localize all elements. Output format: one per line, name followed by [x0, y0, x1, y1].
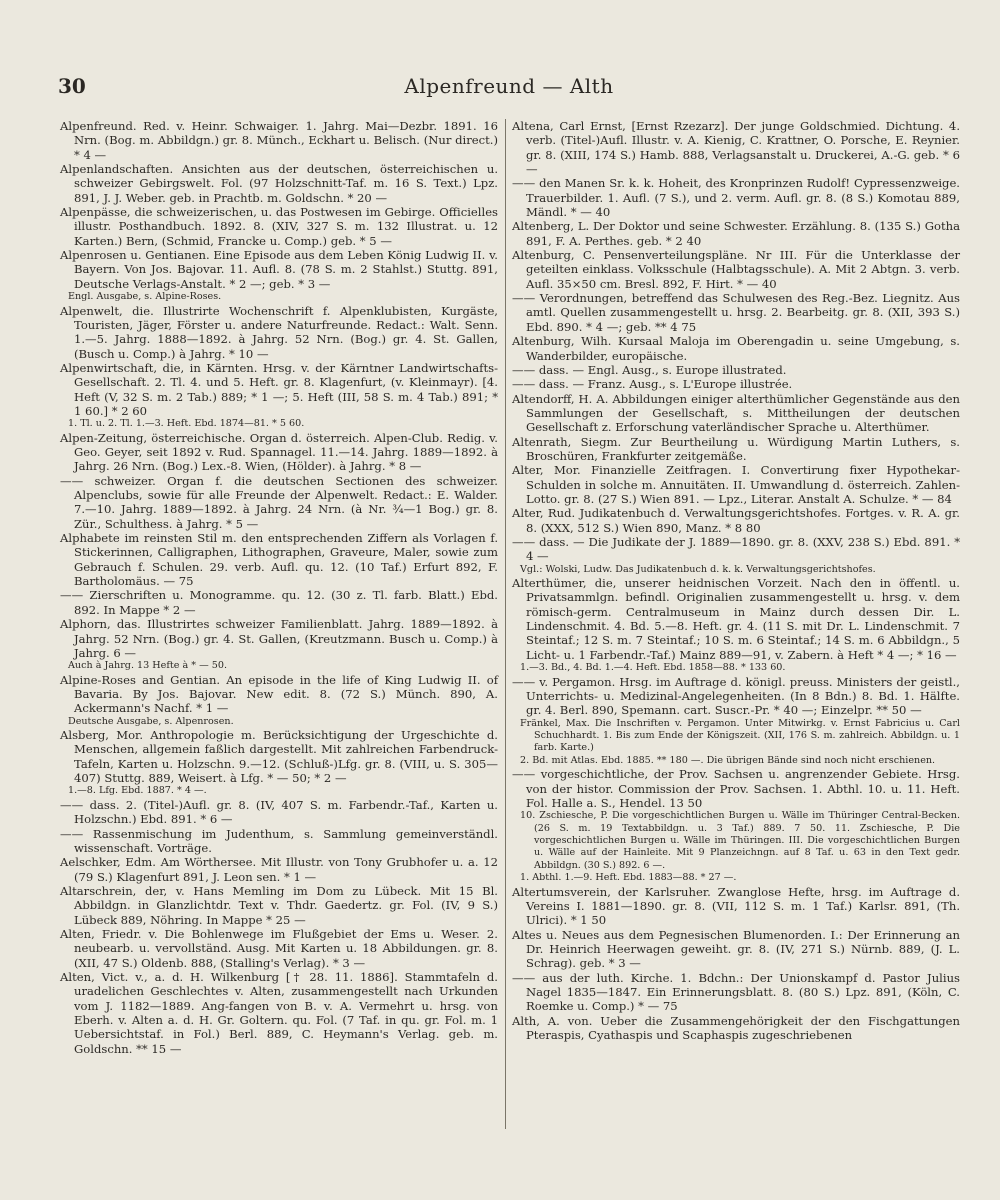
bibliography-entry: —— den Manen Sr. k. k. Hoheit, des Kronprinzen Rudolf! Cypressenzweige. Trauerbilder. 1. Aufl. (7 S.), und 2. verm. Aufl. gr. 8. (8 S.) Komotau 889, Mändl. * — 40: [512, 176, 960, 220]
bibliography-entry: Alpine-Roses and Gentian. An episode in the life of King Ludwig II. of Bavaria. By Jos. Bajovar. New edit. 8. (72 S.) Münch. 890, A. Ackermann's Nachf. * 1 —: [60, 672, 498, 716]
bibliography-entry: Altenrath, Siegm. Zur Beurtheilung u. Würdigung Martin Luthers, s. Broschüren, Frankfurter zeitgemäße.: [512, 434, 960, 463]
bibliography-entry: —— Rassenmischung im Judenthum, s. Sammlung gemeinverständl. wissenschaft. Vorträge.: [60, 826, 498, 855]
bibliography-entry: 1.—8. Lfg. Ebd. 1887. * 4 —.: [68, 785, 207, 797]
bibliography-entry: —— dass. — Die Judikate der J. 1889—1890. gr. 8. (XXV, 238 S.) Ebd. 891. * 4 —: [512, 534, 960, 564]
bibliography-entry: Altena, Carl Ernst, [Ernst Rzezarz]. Der junge Goldschmied. Dichtung. 4. verb. (Titel-)Aufl. Illustr. v. A. Kienig, C. Krattner, O. Porsche, E. Reynier. gr. 8. (XIII, 174 S.) Hamb. 888, Verlagsanstalt u. Druckerei, A.-G. geb. * 6 —: [512, 119, 960, 177]
bibliography-entry: 1.—3. Bd., 4. Bd. 1.—4. Heft. Ebd. 1858—88. * 133 60.: [520, 662, 786, 674]
bibliography-entry: Alpen-Zeitung, österreichische. Organ d. österreich. Alpen-Club. Redig. v. Geo. Geyer, seit 1892 v. Rud. Spannagel. 11.—14. Jahrg. 1889—1892. à Jahrg. 26 Nrn. (Bog.) Lex.-8. Wien, (Hölder). à Jahrg. * 8 —: [60, 430, 498, 474]
bibliography-entry: Alterthümer, die, unserer heidnischen Vorzeit. Nach den in öffentl. u. Privatsammlgn. befindl. Originalien zusammengestellt u. hrsg. v. dem römisch-germ. Centralmuseum in Mainz durch dessen Dir. L. Lindenschmit. 4. Bd. 5.—8. Heft. gr. 4. (11 S. mit Dr. L. Lindenschmit. 7 Steintaf.; 12 S. m. 7 Steintaf.; 10 S. m. 6 Steintaf.; 14 S. m. 6 Abbildgn., 5 Licht- u. 1 Farbendr.-Taf.) Mainz 889—91, v. Zabern. à Heft * 4 —; * 16 —: [512, 576, 960, 662]
bibliography-entry: Altes u. Neues aus dem Pegnesischen Blumenorden. I.: Der Erinnerung an Dr. Heinrich Heerwagen geweiht. gr. 8. (IV, 271 S.) Nürnb. 889, (J. L. Schrag). geb. * 3 —: [512, 927, 960, 971]
bibliography-entry: Alphabete im reinsten Stil m. den entsprechenden Ziffern als Vorlagen f. Stickerinnen, Calligraphen, Lithographen, Graveure, Maler, sowie zum Gebrauch f. Schulen. 29. verb. Aufl. qu. 12. (10 Taf.) Erfurt 892, F. Bartholomäus. — 75: [60, 531, 498, 589]
bibliography-entry: Deutsche Ausgabe, s. Alpenrosen.: [68, 715, 234, 727]
bibliography-entry: —— schweizer. Organ f. die deutschen Sectionen des schweizer. Alpenclubs, sowie für alle Freunde der Alpenwelt. Redact.: E. Walder. 7.—10. Jahrg. 1889—1892. à Jahrg. 24 Nrn. (à Nr. ¾—1 Bog.) gr. 8. Zür., Schulthess. à Jahrg. * 5 —: [60, 473, 498, 531]
bibliography-entry: —— vorgeschichtliche, der Prov. Sachsen u. angrenzender Gebiete. Hrsg. von der histor. Commission der Prov. Sachsen. 1. Abthl. 10. u. 11. Heft. Fol. Halle a. S., Hendel. 13 50: [512, 767, 960, 810]
column-divider: [505, 119, 506, 1129]
bibliography-entry: Aelschker, Edm. Am Wörthersee. Mit Illustr. von Tony Grubhofer u. a. 12 (79 S.) Klagenfurt 891, J. Leon sen. * 1 —: [60, 855, 498, 884]
bibliography-entry: Alter, Mor. Finanzielle Zeitfragen. I. Convertirung fixer Hypothekar-Schulden in solche m. Annuitäten. II. Umwandlung d. österreich. Zahlen-Lotto. gr. 8. (27 S.) Wien 891. — Lpz., Literar. Anstalt A. Schulze. * — 84: [512, 463, 960, 506]
bibliography-entry: Auch à Jahrg. 13 Hefte à * — 50.: [68, 660, 227, 672]
bibliography-entry: Altenberg, L. Der Doktor und seine Schwester. Erzählung. 8. (135 S.) Gotha 891, F. A. Perthes. geb. * 2 40: [512, 219, 960, 248]
bibliography-entry: —— dass. — Engl. Ausg., s. Europe illustrated.: [512, 362, 787, 377]
bibliography-entry: 10. Zschiesche, P. Die vorgeschichtlichen Burgen u. Wälle im Thüringer Central-Becken. (26 S. m. 19 Textabbildgn. u. 3 Taf.) 889. 7 50. 11. Zschiesche, P. Die vorgeschichtlichen Burgen u. Wälle im Thüringen. III. Die vorgeschichtlichen Burgen u. Wälle auf der Hainleite. Mit 9 Planzeichngn. auf 8 Taf. u. 63 in den Text gedr. Abbildgn. (30 S.) 892. 6 —.: [520, 810, 960, 871]
bibliography-entry: Alsberg, Mor. Anthropologie m. Berücksichtigung der Urgeschichte d. Menschen, allgemein faßlich dargestellt. Mit zahlreichen Farbendruck-Tafeln, Karten u. Holzschn. 9.—12. (Schluß-)Lfg. gr. 8. (VIII, u. S. 305—407) Stuttg. 889, Weisert. à Lfg. * — 50; * 2 —: [60, 728, 498, 786]
bibliography-entry: Alpenwelt, die. Illustrirte Wochenschrift f. Alpenklubisten, Kurgäste, Touristen, Jäger, Förster u. andere Naturfreunde. Redact.: Walt. Senn. 1.—5. Jahrg. 1888—1892. à Jahrg. 52 Nrn. (Bog.) gr. 4. St. Gallen, (Busch u. Comp.) à Jahrg. * 10 —: [60, 303, 498, 361]
bibliography-entry: Fränkel, Max. Die Inschriften v. Pergamon. Unter Mitwirkg. v. Ernst Fabricius u. Carl Schuchhardt. 1. Bis zum Ende der Königszeit. (XII, 176 S. m. zahlreich. Abbildgn. u. 1 farb. Karte.): [520, 717, 960, 754]
bibliography-entry: Alten, Vict. v., a. d. H. Wilkenburg [† 28. 11. 1886]. Stammtafeln d. uradelichen Geschlechtes v. Alten, zusammengestellt nach Urkunden vom J. 1182—1889. Ang-fangen von B. v. A. Vermehrt u. hrsg. von Eberh. v. Alten a. d. H. Gr. Goltern. qu. Fol. (7 Taf. in qu. gr. Fol. m. 1 Uebersichtstaf. in Fol.) Berl. 889, C. Heymann's Verlag. geb. m. Goldschn. ** 15 —: [60, 969, 498, 1056]
bibliography-entry: Alth, A. von. Ueber die Zusammengehörigkeit der den Fischgattungen Pteraspis, Cyathaspis und Scaphaspis zugeschriebenen: [512, 1013, 960, 1043]
bibliography-entry: —— v. Pergamon. Hrsg. im Auftrage d. königl. preuss. Ministers der geistl., Unterrichts- u. Medizinal-Angelegenheiten. (In 8 Bdn.) 8. Bd. 1. Hälfte. gr. 4. Berl. 890, Spemann. cart. Suscr.-Pr. * 40 —; Einzelpr. ** 50 —: [512, 674, 960, 718]
bibliography-entry: —— Verordnungen, betreffend das Schulwesen des Reg.-Bez. Liegnitz. Aus amtl. Quellen zusammengestellt u. hrsg. 2. Bearbeitg. gr. 8. (XII, 393 S.) Ebd. 890. * 4 —; geb. ** 4 75: [512, 291, 960, 334]
bibliography-entry: Altendorff, H. A. Abbildungen einiger alterthümlicher Gegenstände aus den Sammlungen der Gesellschaft, s. Mittheilungen der deutschen Gesellschaft z. Erforschung vaterländischer Sprache u. Alterthümer.: [512, 391, 960, 435]
bibliography-entry: Alpenrosen u. Gentianen. Eine Episode aus dem Leben König Ludwig II. v. Bayern. Von Jos. Bajovar. 11. Aufl. 8. (78 S. m. 2 Stahlst.) Stuttg. 891, Deutsche Verlags-Anstalt. * 2 —; geb. * 3 —: [60, 248, 498, 291]
bibliography-entry: —— aus der luth. Kirche. 1. Bdchn.: Der Unionskampf d. Pastor Julius Nagel 1835—1847. Ein Erinnerungsblatt. 8. (80 S.) Lpz. 891, (Köln, C. Roemke u. Comp.) * — 75: [512, 970, 960, 1014]
bibliography-entry: Engl. Ausgabe, s. Alpine-Roses.: [68, 291, 222, 303]
bibliography-entry: Alpenwirtschaft, die, in Kärnten. Hrsg. v. der Kärntner Landwirtschafts-Gesellschaft. 2. Tl. 4. und 5. Heft. gr. 8. Klagenfurt, (v. Kleinmayr). [4. Heft (V, 32 S. m. 2 Tab.) 889; * 1 —; 5. Heft (III, 58 S. m. 4 Tab.) 891; * 1 60.] * 2 60: [60, 360, 498, 418]
bibliography-entry: Altenburg, C. Pensenverteilungspläne. Nr III. Für die Unterklasse der geteilten einklass. Volksschule (Halbtagsschule). A. Mit 2 Abtgn. 3. verb. Aufl. 35×50 cm. Bresl. 892, F. Hirt. * — 40: [512, 248, 960, 291]
bibliography-entry: Alpenlandschaften. Ansichten aus der deutschen, österreichischen u. schweizer Gebirgswelt. Fol. (97 Holzschnitt-Taf. m. 16 S. Text.) Lpz. 891, J. J. Weber. geb. in Prachtb. m. Goldschn. * 20 —: [60, 162, 498, 205]
bibliography-entry: —— dass. 2. (Titel-)Aufl. gr. 8. (IV, 407 S. m. Farbendr.-Taf., Karten u. Holzschn.) Ebd. 891. * 6 —: [60, 797, 498, 827]
bibliography-entry: 2. Bd. mit Atlas. Ebd. 1885. ** 180 —. Die übrigen Bände sind noch nicht erschienen.: [520, 754, 936, 766]
page-number: 30: [58, 74, 86, 98]
bibliography-entry: Alten, Friedr. v. Die Bohlenwege im Flußgebiet der Ems u. Weser. 2. neubearb. u. vervollständ. Ausg. Mit Karten u. 18 Abbildungen. gr. 8. (XII, 47 S.) Oldenb. 888, (Stalling's Verlag). * 3 —: [60, 926, 498, 970]
bibliography-entry: 1. Abthl. 1.—9. Heft. Ebd. 1883—88. * 27 —.: [520, 872, 737, 884]
bibliography-entry: Alphorn, das. Illustrirtes schweizer Familienblatt. Jahrg. 1889—1892. à Jahrg. 52 Nrn. (Bog.) gr. 4. St. Gallen, (Kreutzmann. Busch u. Comp.) à Jahrg. 6 —: [60, 617, 498, 660]
running-head: Alpenfreund — Alth: [404, 74, 614, 98]
left-column: [60, 119, 498, 1056]
bibliography-entry: Alter, Rud. Judikatenbuch d. Verwaltungsgerichtshofes. Fortges. v. R. A. gr. 8. (XXX, 512 S.) Wien 890, Manz. * 8 80: [512, 506, 960, 535]
page-header: [58, 74, 960, 104]
bibliography-entry: Alpenfreund. Red. v. Heinr. Schwaiger. 1. Jahrg. Mai—Dezbr. 1891. 16 Nrn. (Bog. m. Abbildgn.) gr. 8. Münch., Eckhart u. Belisch. (Nur direct.) * 4 —: [60, 119, 498, 162]
bibliography-entry: Altenburg, Wilh. Kursaal Maloja im Oberengadin u. seine Umgebung, s. Wanderbilder, europäische.: [512, 334, 960, 363]
bibliography-entry: —— Zierschriften u. Monogramme. qu. 12. (30 z. Tl. farb. Blatt.) Ebd. 892. In Mappe * 2 —: [60, 588, 498, 617]
bibliography-entry: 1. Tl. u. 2. Tl. 1.—3. Heft. Ebd. 1874—81. * 5 60.: [68, 418, 305, 430]
bibliography-entry: Altertumsverein, der Karlsruher. Zwanglose Hefte, hrsg. im Auftrage d. Vereins I. 1881—1890. gr. 8. (VII, 112 S. m. 1 Taf.) Karlsr. 891, (Th. Ulrici). * 1 50: [512, 884, 960, 928]
bibliography-entry: Vgl.: Wolski, Ludw. Das Judikatenbuch d. k. k. Verwaltungsgerichtshofes.: [520, 563, 876, 575]
bibliography-entry: Alpenpässe, die schweizerischen, u. das Postwesen im Gebirge. Officielles illustr. Posthandbuch. 1892. 8. (XIV, 327 S. m. 132 Illustrat. u. 12 Karten.) Bern, (Schmid, Francke u. Comp.) geb. * 5 —: [60, 205, 498, 248]
right-column: [512, 119, 960, 1042]
bibliography-entry: Altarschrein, der, v. Hans Memling im Dom zu Lübeck. Mit 15 Bl. Abbildgn. in Glanzlichtdr. Text v. Thdr. Gaedertz. gr. Fol. (IV, 9 S.) Lübeck 889, Nöhring. In Mappe * 25 —: [60, 883, 498, 927]
bibliography-entry: —— dass. — Franz. Ausg., s. L'Europe illustrée.: [512, 377, 793, 392]
